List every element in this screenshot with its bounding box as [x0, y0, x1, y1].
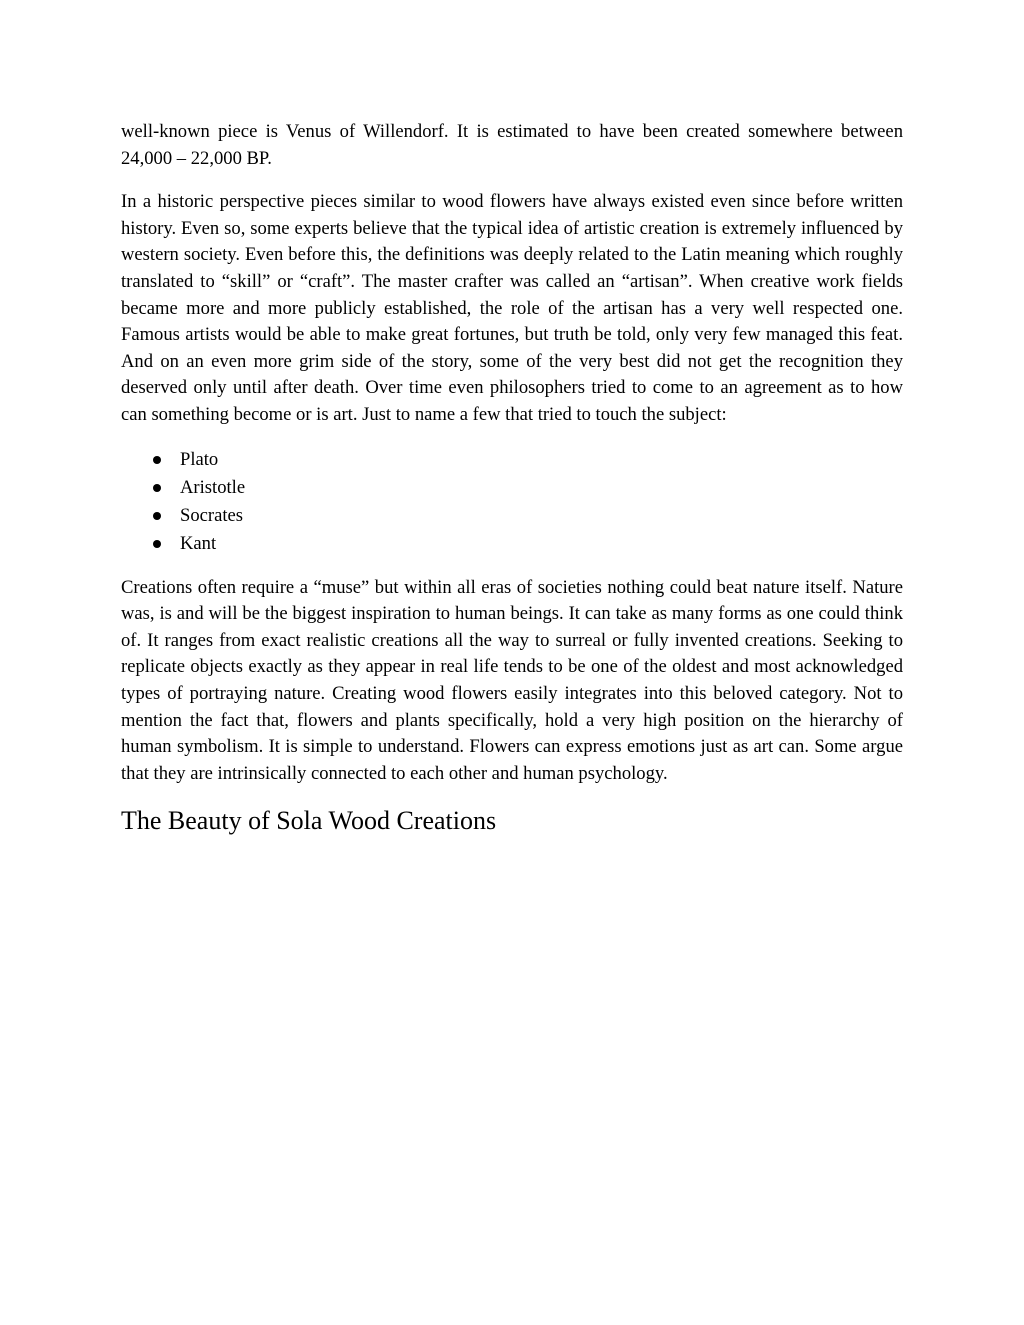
- bullet-icon: [153, 456, 161, 464]
- bullet-icon: [153, 484, 161, 492]
- philosopher-list: [121, 446, 903, 558]
- paragraph-muse-nature: Creations often require a “muse” but within all eras of societies nothing could beat nature itself. Nature was, is and will be the biggest inspiration to human beings. It can take as many forms as one could think of. It ranges from exact realistic creations all the way to surreal or fully invented creations. Seeking to replicate objects exactly as they appear in real life tends to be one of the oldest and most acknowledged types of portraying nature. Creating wood flowers easily integrates into this beloved category. Not to mention the fact that, flowers and plants specifically, hold a very high position on the hierarchy of human symbolism. It is simple to understand. Flowers can express emotions just as art can. Some argue that they are intrinsically connected to each other and human psychology.: [121, 576, 903, 784]
- bullet-icon: [153, 512, 161, 520]
- list-item: [121, 446, 903, 474]
- list-item: [121, 474, 903, 502]
- list-item-label: Kant: [180, 532, 217, 554]
- document-body: [121, 119, 903, 838]
- list-item: [121, 502, 903, 530]
- list-item-label: Aristotle: [180, 476, 246, 498]
- list-item-label: Socrates: [180, 504, 243, 526]
- paragraph-venus: well-known piece is Venus of Willendorf. It is estimated to have been created somewhere between 24,000 – 22,000 BP.: [121, 121, 903, 169]
- list-item-label: Plato: [180, 448, 219, 470]
- paragraph-historic-perspective: In a historic perspective pieces similar to wood flowers have always existed even since before written history. Even so, some experts believe that the typical idea of artistic creation is extremely influenced by western society. Even before this, the definitions was deeply related to the Latin meaning which roughly translated to “skill” or “craft”. The master crafter was called an “artisan”. When creative work fields became more and more publicly established, the role of the artisan has a very well respected one. Famous artists would be able to make great fortunes, but truth be told, only very few managed this feat. And on an even more grim side of the story, some of the very best did not get the recognition they deserved only until after death. Over time even philosophers tried to come to an agreement as to how can something become or is art. Just to name a few that tried to touch the subject:: [121, 191, 903, 425]
- bullet-icon: [153, 540, 161, 548]
- list-item: [121, 530, 903, 558]
- section-heading: The Beauty of Sola Wood Creations: [121, 806, 497, 836]
